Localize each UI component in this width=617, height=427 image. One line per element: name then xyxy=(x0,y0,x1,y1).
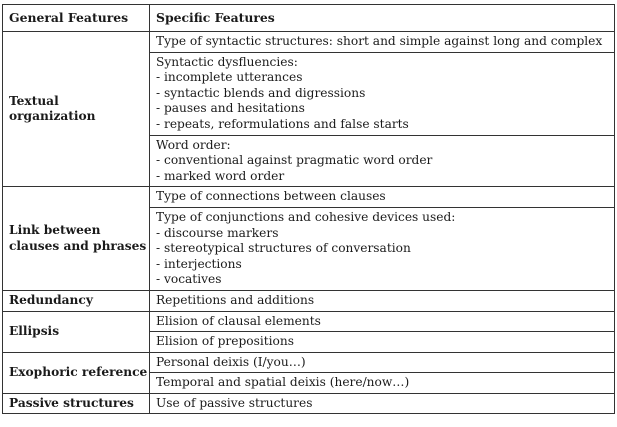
specific-feature-cell xyxy=(150,373,615,394)
specific-feature-cell xyxy=(150,352,615,373)
general-feature-label: Redundancy xyxy=(9,292,93,307)
specific-feature-item: - pauses and hesitations xyxy=(156,101,305,116)
specific-feature-item: - vocatives xyxy=(156,272,222,287)
specific-feature-cell xyxy=(150,290,615,311)
table-row xyxy=(3,352,615,373)
general-feature-label: Link between xyxy=(9,223,101,238)
specific-feature-item: - conventional against pragmatic word order xyxy=(156,153,433,168)
specific-feature-cell xyxy=(150,135,615,187)
specific-feature-item: - incomplete utterances xyxy=(156,70,303,85)
specific-feature-heading: Type of conjunctions and cohesive devices used: xyxy=(156,209,456,224)
header-specific-features: Specific Features xyxy=(150,5,615,32)
specific-feature-heading: Repetitions and additions xyxy=(156,292,315,307)
specific-feature-item: - interjections xyxy=(156,256,242,271)
specific-feature-cell xyxy=(150,393,615,414)
specific-feature-cell xyxy=(150,32,615,53)
table-row xyxy=(3,393,615,414)
features-table xyxy=(2,4,615,414)
specific-feature-item: - stereotypical structures of conversation xyxy=(156,241,411,256)
general-feature-cell xyxy=(3,352,150,393)
specific-feature-heading: Elision of prepositions xyxy=(156,334,294,349)
specific-feature-cell xyxy=(150,311,615,332)
specific-feature-item: - marked word order xyxy=(156,168,285,183)
specific-feature-cell xyxy=(150,52,615,135)
general-feature-cell xyxy=(3,32,150,187)
specific-feature-heading: Personal deixis (I/you…) xyxy=(156,354,306,369)
table-row xyxy=(3,32,615,53)
specific-feature-cell xyxy=(150,332,615,353)
specific-feature-item: - repeats, reformulations and false starts xyxy=(156,116,409,131)
general-feature-cell xyxy=(3,187,150,291)
specific-feature-cell xyxy=(150,207,615,290)
specific-feature-heading: Elision of clausal elements xyxy=(156,313,321,328)
general-feature-label: Textual xyxy=(9,93,59,108)
specific-feature-heading: Type of connections between clauses xyxy=(156,189,386,204)
specific-feature-heading: Word order: xyxy=(156,137,231,152)
specific-feature-heading: Use of passive structures xyxy=(156,395,313,410)
general-feature-label: Ellipsis xyxy=(9,323,60,338)
general-feature-cell xyxy=(3,393,150,414)
table-row xyxy=(3,311,615,332)
general-feature-label: clauses and phrases xyxy=(9,238,147,253)
general-feature-cell xyxy=(3,311,150,352)
specific-feature-cell xyxy=(150,187,615,208)
header-row xyxy=(3,5,615,32)
table-row xyxy=(3,290,615,311)
table-body xyxy=(3,32,615,414)
general-feature-label: Passive structures xyxy=(9,395,134,410)
specific-feature-item: - discourse markers xyxy=(156,225,279,240)
specific-feature-heading: Syntactic dysfluencies: xyxy=(156,54,298,69)
table-row xyxy=(3,187,615,208)
specific-feature-heading: Type of syntactic structures: short and simple against long and complex xyxy=(156,34,603,48)
general-feature-label: organization xyxy=(9,109,96,124)
general-feature-label: Exophoric reference xyxy=(9,364,148,379)
specific-feature-item: - syntactic blends and digressions xyxy=(156,85,366,100)
header-general-features: General Features xyxy=(3,5,150,32)
specific-feature-heading: Temporal and spatial deixis (here/now…) xyxy=(156,375,410,390)
general-feature-cell xyxy=(3,290,150,311)
